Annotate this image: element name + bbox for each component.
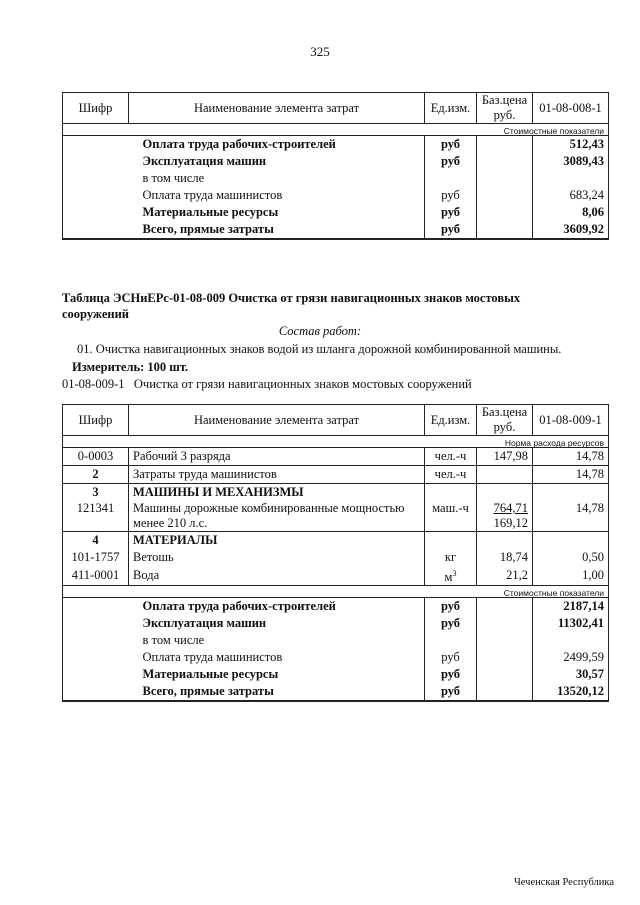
cost-label: Стоимостные показатели (503, 588, 604, 599)
table-row: Эксплуатация машин руб 3089,43 (63, 153, 609, 170)
header-code: Шифр (63, 93, 129, 124)
table-row: в том числе (63, 170, 609, 187)
page-number: 325 (310, 44, 330, 59)
header-unit: Ед.изм. (425, 93, 477, 124)
table-row: 3 МАШИНЫ И МЕХАНИЗМЫ (63, 484, 609, 502)
table-row: 0-0003 Рабочий 3 разряда чел.-ч 147,98 14,78 (63, 448, 609, 466)
table-row: Оплата труда машинистов руб 683,24 (63, 187, 609, 204)
table-row: Материальные ресурсы руб 30,57 (63, 666, 609, 683)
table-title-cont: сооружений (62, 307, 129, 321)
norm-label: Норма расхода ресурсов (504, 438, 604, 448)
table-row: 4 МАТЕРИАЛЫ (63, 532, 609, 550)
footer-region: Чеченская Республика (513, 877, 614, 888)
cost-label-row (63, 586, 609, 598)
work-item: 01. Очистка навигационных знаков водой из шланга дорожной комбинированной машины. (77, 342, 562, 356)
header-name: Наименование элемента затрат (129, 93, 425, 124)
table-row: Оплата труда машинистов руб 2499,59 (63, 649, 609, 666)
resource-table-2 (62, 404, 609, 702)
table-row: Материальные ресурсы руб 8,06 (63, 204, 609, 221)
table-row: Эксплуатация машин руб 11302,41 (63, 615, 609, 632)
table-row: 101-1757 Ветошь кг 18,74 0,50 (63, 549, 609, 566)
header-base-price: Баз.цена руб. (477, 93, 533, 124)
table-row: в том числе (63, 632, 609, 649)
cost-table-1 (62, 92, 609, 240)
rate-line-code: 01-08-009-1 (62, 377, 125, 391)
norm-label-row (63, 436, 609, 448)
header-rate-code: 01-08-009-1 (533, 405, 609, 436)
section-label-row (63, 124, 609, 136)
section-label: Стоимостные показатели (503, 126, 604, 136)
table-header: Шифр Наименование элемента затрат Ед.изм. Баз.цена руб. 01-08-009-1 (63, 405, 609, 436)
table-row: 2 Затраты труда машинистов чел.-ч 14,78 (63, 466, 609, 484)
table-row: 121341 Машины дорожные комбинированные мощностью менее 210 л.с. маш.-ч 764,71 169,12 14,78 (63, 501, 609, 532)
measure-unit: Измеритель: 100 шт. (72, 360, 189, 374)
header-rate-code: 01-08-008-1 (533, 93, 609, 124)
row-name: Оплата труда рабочих-строителей (129, 136, 425, 154)
table-row: Всего, прямые затраты руб 3609,92 (63, 221, 609, 239)
table-header (63, 93, 609, 124)
composition-heading: Состав работ: (278, 324, 362, 338)
table-row: 411-0001 Вода $м^3$ 21,2 1,00 (63, 566, 609, 586)
table-row: Оплата труда рабочих-строителей руб 512,43 (63, 136, 609, 154)
rate-line (62, 377, 472, 392)
rate-line-name: Очистка от грязи навигационных знаков мостовых сооружений (133, 377, 472, 391)
table-title: Таблица ЭСНиЕРс-01-08-009 Очистка от грязи навигационных знаков мостовых (62, 291, 521, 305)
table-row: Всего, прямые затраты руб 13520,12 (63, 683, 609, 701)
table-row: Оплата труда рабочих-строителей руб 2187,14 (63, 598, 609, 616)
